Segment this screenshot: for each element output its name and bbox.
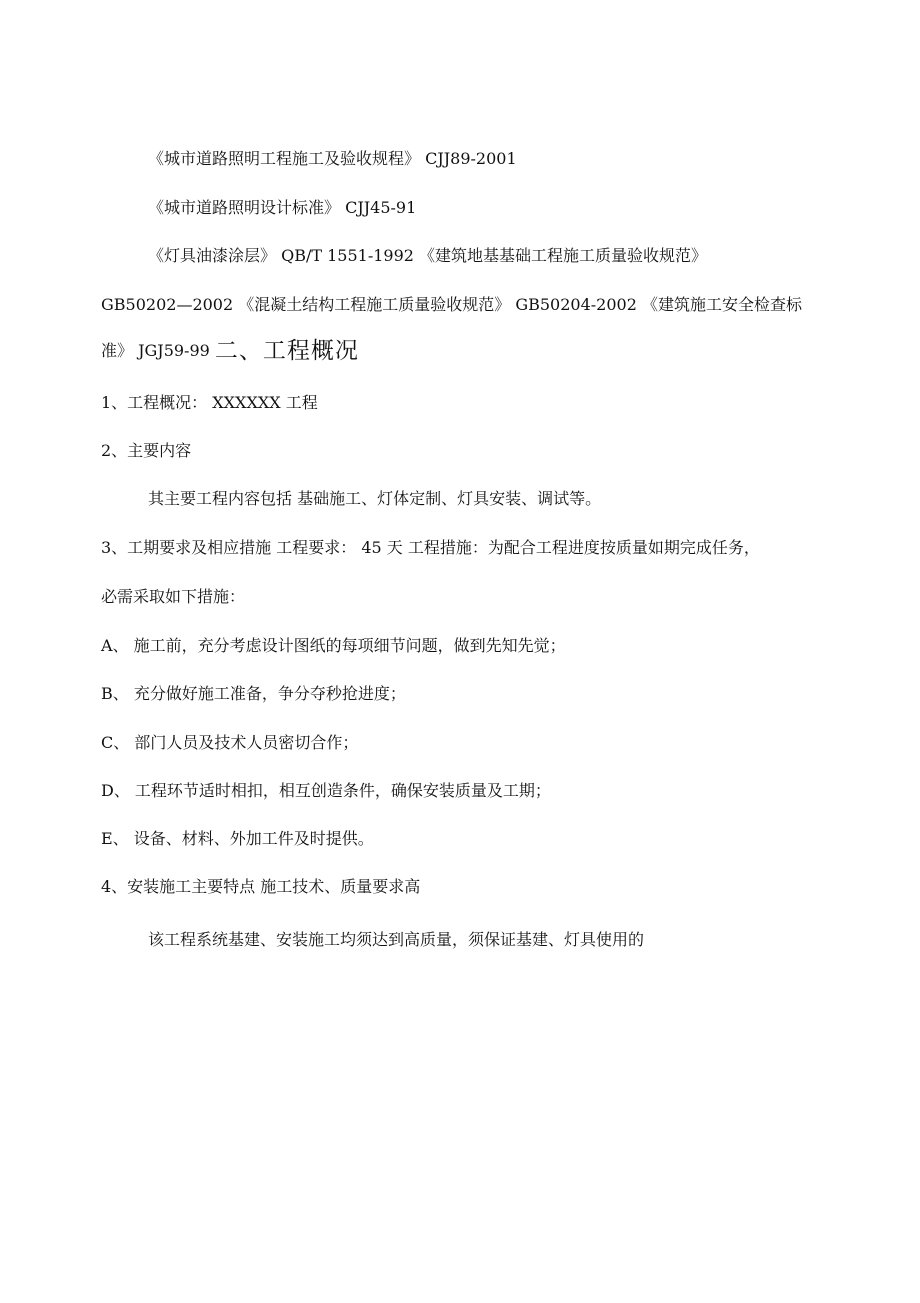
measure-c: C、 部门人员及技术人员密切合作； xyxy=(101,733,359,752)
item-features-body: 该工程系统基建、安装施工均须达到高质量，须保证基建、灯具使用的 xyxy=(148,930,645,949)
item-main-content-title: 2、主要内容 xyxy=(101,441,192,460)
reference-line-5 xyxy=(101,338,359,364)
measure-e: E、 设备、材料、外加工件及时提供。 xyxy=(101,829,374,848)
reference-line-5-text: 准》 JGJ59-99 xyxy=(101,341,215,360)
reference-line-2: 《城市道路照明设计标准》 CJJ45-91 xyxy=(148,198,417,217)
item-schedule-line-2: 必需采取如下措施： xyxy=(101,587,246,606)
section-heading: 二、工程概况 xyxy=(214,338,359,364)
item-schedule-line-1: 3、工期要求及相应措施 工程要求： 45 天 工程措施：为配合工程进度按质量如期完成任务， xyxy=(101,538,760,557)
item-overview: 1、工程概况： XXXXXX 工程 xyxy=(101,393,318,412)
item-main-content-body: 其主要工程内容包括 基础施工、灯体定制、灯具安装、调试等。 xyxy=(148,489,602,508)
reference-line-4: GB50202—2002 《混凝土结构工程施工质量验收规范》 GB50204-2002 《建筑施工安全检查标 xyxy=(101,295,802,314)
reference-line-3: 《灯具油漆涂层》 QB/T 1551-1992 《建筑地基基础工程施工质量验收规范》 xyxy=(148,246,708,265)
measure-b: B、 充分做好施工准备，争分夺秒抢进度； xyxy=(101,684,406,703)
measure-a: A、 施工前，充分考虑设计图纸的每项细节问题，做到先知先觉； xyxy=(101,636,566,655)
item-features-title: 4、安装施工主要特点 施工技术、质量要求高 xyxy=(101,877,421,896)
measure-d: D、 工程环节适时相扣，相互创造条件，确保安装质量及工期； xyxy=(101,781,551,800)
reference-line-1: 《城市道路照明工程施工及验收规程》 CJJ89-2001 xyxy=(148,149,517,168)
